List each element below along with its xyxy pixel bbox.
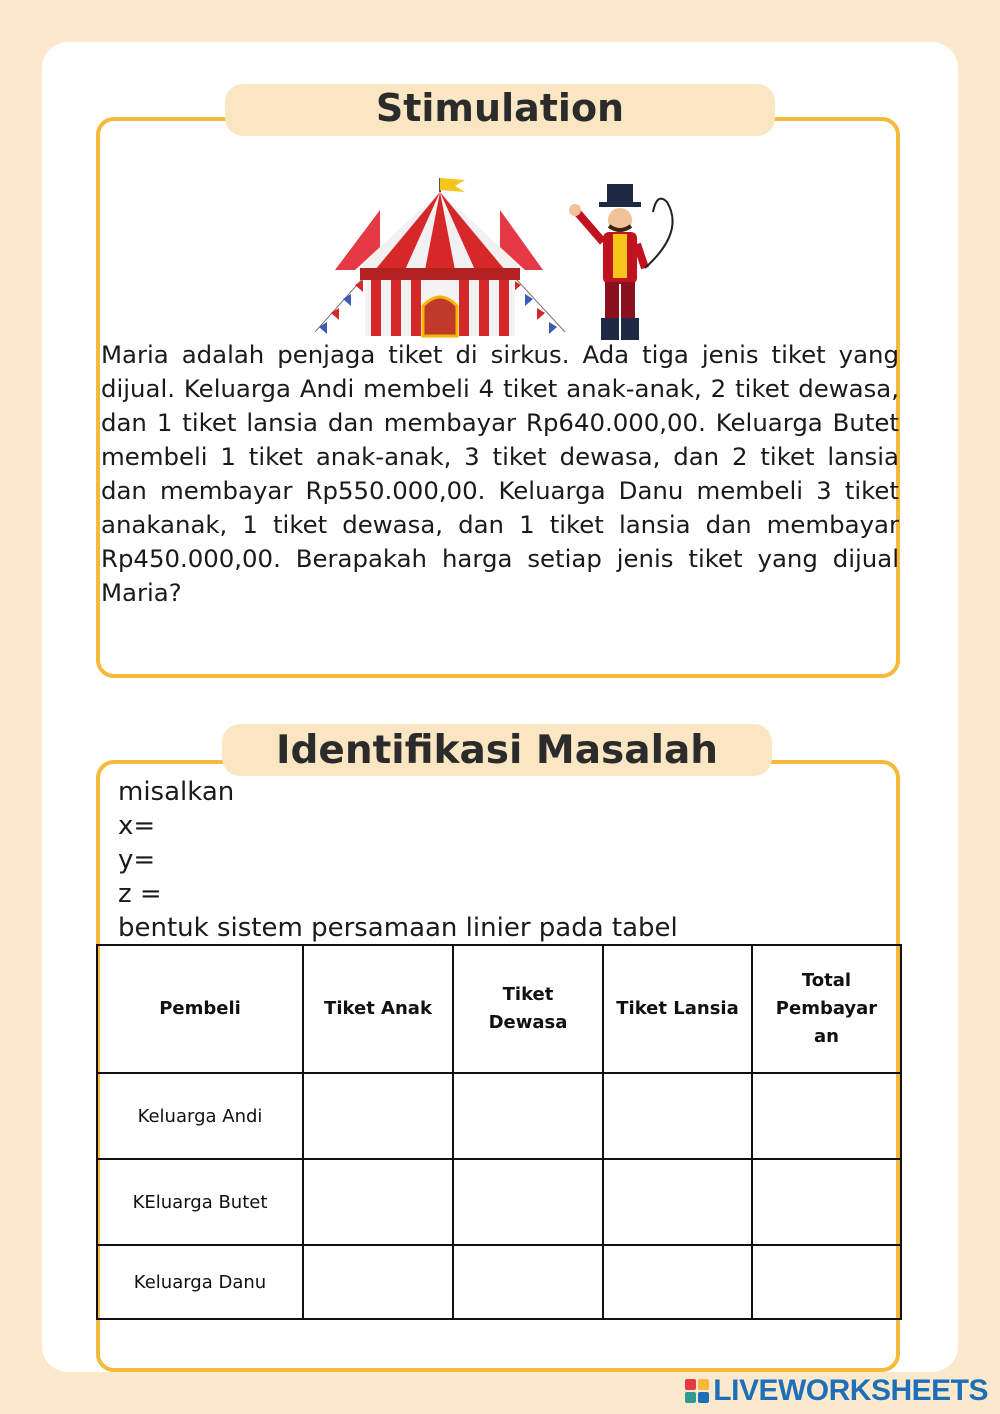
story-paragraph: Maria adalah penjaga tiket di sirkus. Ada tiga jenis tiket yang dijual. Keluarga Andi membeli 4 tiket anak-anak, 2 tiket dewasa, dan 1 tiket lansia dan membayar Rp640.000,00. Keluarga Butet membeli 1 tiket anak-anak, 3 tiket dewasa, dan 2 tiket lansia dan membayar Rp550.000,00. Keluarga Danu membeli 3 tiket anakanak, 1 tiket dewasa, dan 1 tiket lansia dan membayar Rp450.000,00. Berapakah harga setiap jenis tiket yang dijual Maria? [101,340,899,607]
answer-cell[interactable] [752,1159,901,1245]
row-label: KEluarga Butet [97,1159,303,1245]
ident-line-y: y= [118,845,156,875]
answer-cell[interactable] [453,1245,603,1319]
answer-cell[interactable] [453,1159,603,1245]
header-tiket-lansia: Tiket Lansia [603,945,752,1073]
header-total-pembayaran: Total Pembayar an [752,945,901,1073]
identifikasi-title: Identifikasi Masalah [222,724,772,776]
table-row [97,1073,901,1159]
equation-table [96,944,902,1320]
answer-cell[interactable] [603,1159,752,1245]
circus-illustration [315,172,685,344]
table-row [97,1245,901,1319]
answer-cell[interactable] [752,1073,901,1159]
table-row [97,1159,901,1245]
ident-line-z: z = [118,879,162,909]
answer-cell[interactable] [303,1245,453,1319]
ident-line-x: x= [118,811,156,841]
ringmaster-icon [569,184,673,340]
liveworksheets-logo [685,1374,988,1408]
brand-name: LIVEWORKSHEETS [713,1374,988,1407]
row-label: Keluarga Danu [97,1245,303,1319]
answer-cell[interactable] [603,1073,752,1159]
answer-cell[interactable] [752,1245,901,1319]
answer-cell[interactable] [603,1245,752,1319]
ident-line-bentuk: bentuk sistem persamaan linier pada tabel [118,913,678,943]
ident-line-misalkan: misalkan [118,777,235,807]
answer-cell[interactable] [303,1159,453,1245]
circus-tent-icon [335,178,543,336]
header-pembeli: Pembeli [97,945,303,1073]
answer-cell[interactable] [303,1073,453,1159]
answer-cell[interactable] [453,1073,603,1159]
row-label: Keluarga Andi [97,1073,303,1159]
liveworksheets-mark-icon [685,1379,709,1403]
stimulation-title: Stimulation [225,84,775,136]
header-tiket-dewasa: Tiket Dewasa [453,945,603,1073]
header-tiket-anak: Tiket Anak [303,945,453,1073]
